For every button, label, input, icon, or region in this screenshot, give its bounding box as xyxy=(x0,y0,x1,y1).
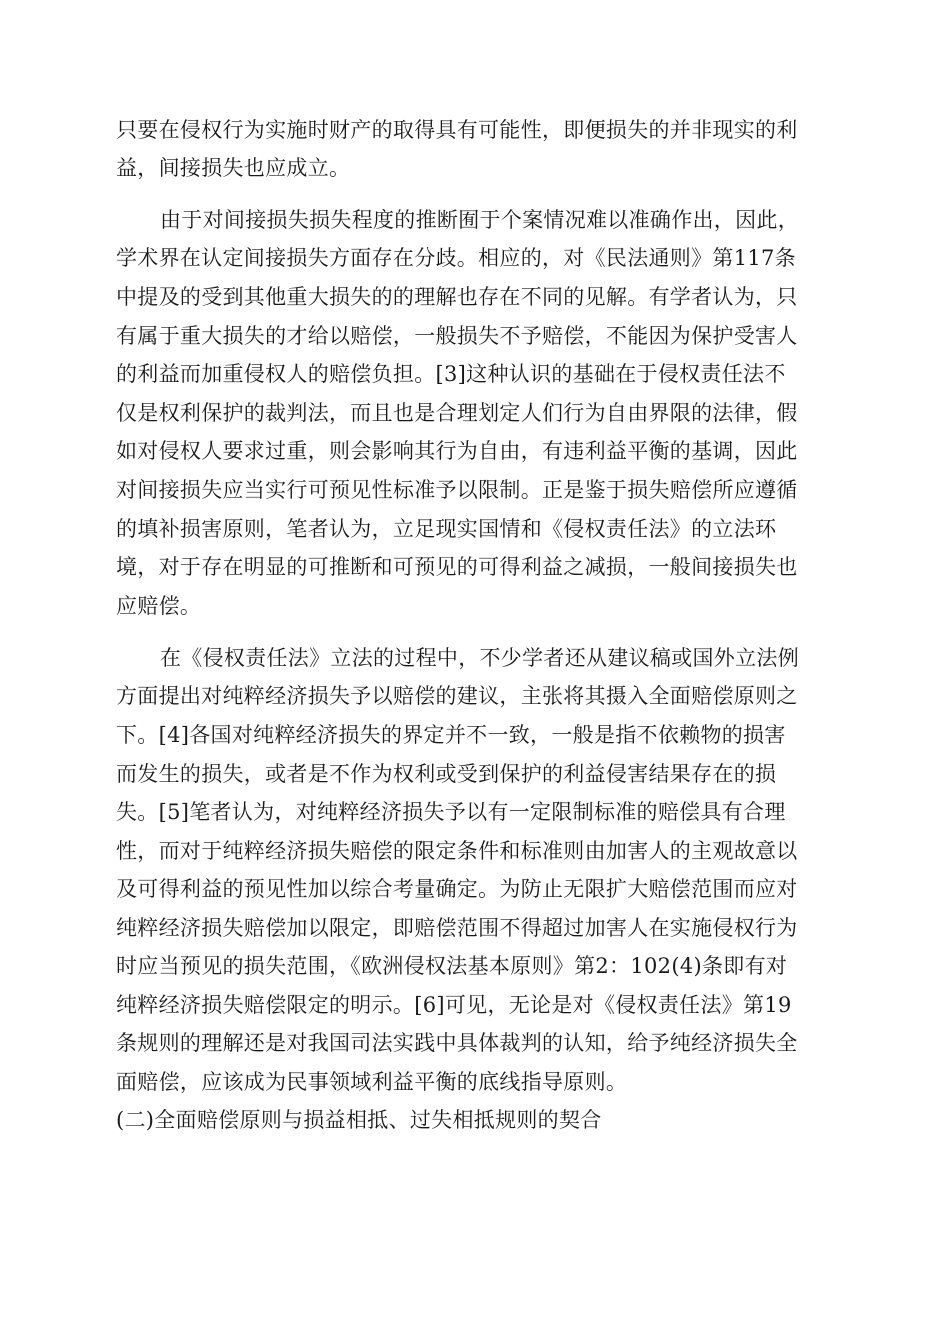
text-line: 在《侵权责任法》立法的过程中，不少学者还从建议稿或国外立法例 xyxy=(160,646,799,670)
text-line: 益，间接损失也应成立。 xyxy=(116,156,351,180)
text-line: 应赔偿。 xyxy=(116,594,202,618)
text-line: 条规则的理解还是对我国司法实践中具体裁判的认知，给予纯经济损失全 xyxy=(116,1031,798,1055)
text-line: 失。[5]笔者认为，对纯粹经济损失予以有一定限制标准的赔偿具有合理 xyxy=(116,800,786,824)
text-line: 仅是权利保护的裁判法，而且也是合理划定人们行为自由界限的法律，假 xyxy=(116,401,798,425)
text-line: 纯粹经济损失赔偿加以限定，即赔偿范围不得超过加害人在实施侵权行为 xyxy=(116,916,798,940)
text-line: 对间接损失应当实行可预见性标准予以限制。正是鉴于损失赔偿所应遵循 xyxy=(116,478,798,502)
text-line: 由于对间接损失损失程度的推断囿于个案情况难以准确作出，因此， xyxy=(160,208,799,232)
text-line: 有属于重大损失的才给以赔偿，一般损失不予赔偿，不能因为保护受害人 xyxy=(116,324,798,348)
text-line: 如对侵权人要求过重，则会影响其行为自由，有违利益平衡的基调，因此 xyxy=(116,439,798,463)
text-line: 只要在侵权行为实施时财产的取得具有可能性，即便损失的并非现实的利 xyxy=(116,118,798,142)
text-line: 性，而对于纯粹经济损失赔偿的限定条件和标准则由加害人的主观故意以 xyxy=(116,839,798,863)
text-line: 方面提出对纯粹经济损失予以赔偿的建议，主张将其摄入全面赔偿原则之 xyxy=(116,684,798,708)
text-line: 面赔偿，应该成为民事领域利益平衡的底线指导原则。 xyxy=(116,1070,628,1094)
text-line: 学术界在认定间接损失方面存在分歧。相应的，对《民法通则》第117条 xyxy=(116,246,796,270)
text-line: 中提及的受到其他重大损失的的理解也存在不同的见解。有学者认为，只 xyxy=(116,285,798,309)
text-line: 时应当预见的损失范围，《欧洲侵权法基本原则》第2：102(4)条即有对 xyxy=(116,954,788,978)
text-line: 纯粹经济损失赔偿限定的明示。[6]可见，无论是对《侵权责任法》第19 xyxy=(116,993,792,1017)
text-line: 境，对于存在明显的可推断和可预见的可得利益之减损，一般间接损失也 xyxy=(116,555,798,579)
text-line: 的利益而加重侵权人的赔偿负担。[3]这种认识的基础在于侵权责任法不 xyxy=(116,362,786,386)
text-line: 的填补损害原则，笔者认为，立足现实国情和《侵权责任法》的立法环 xyxy=(116,517,777,541)
text-line: 而发生的损失，或者是不作为权利或受到保护的利益侵害结果存在的损 xyxy=(116,762,777,786)
text-line: 及可得利益的预见性加以综合考量确定。为防止无限扩大赔偿范围而应对 xyxy=(116,877,798,901)
text-line: 下。[4]各国对纯粹经济损失的界定并不一致，一般是指不依赖物的损害 xyxy=(116,723,786,747)
text-line: (二)全面赔偿原则与损益相抵、过失相抵规则的契合 xyxy=(116,1108,602,1132)
